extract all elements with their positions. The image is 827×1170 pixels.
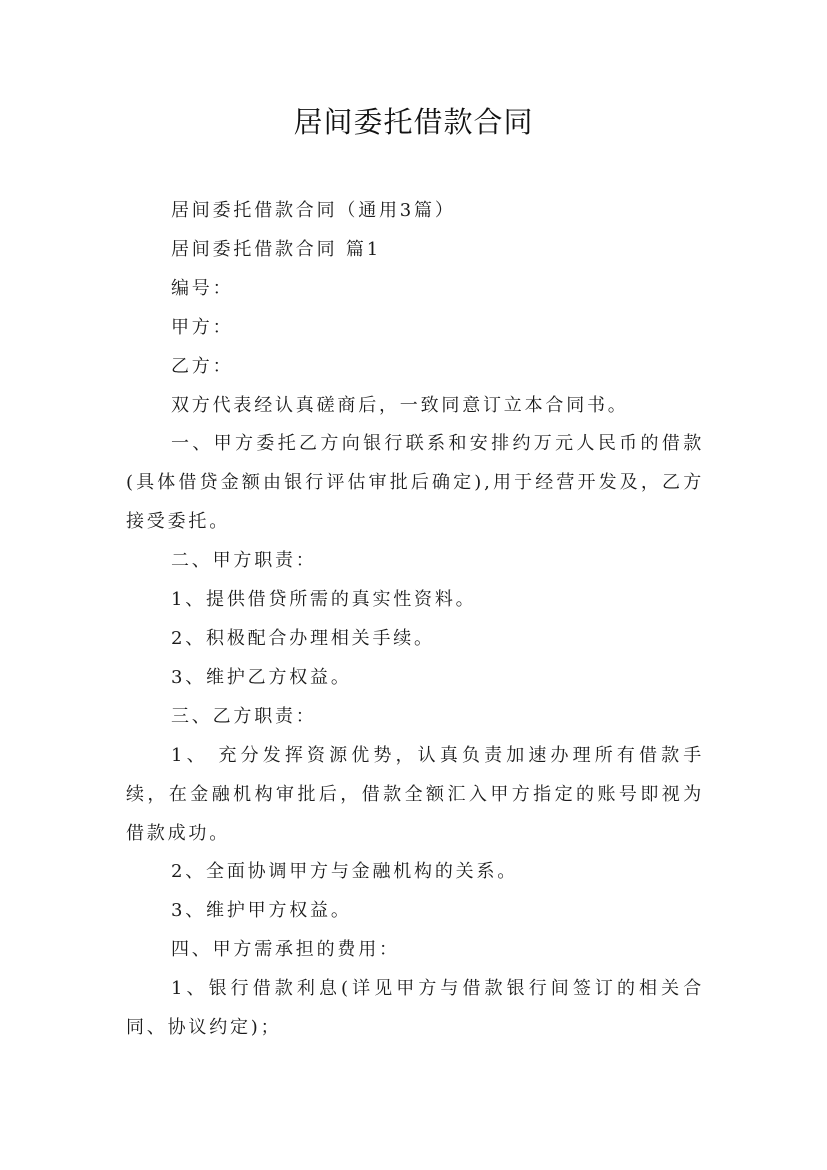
paragraph-clause-2-item-3: 3、维护乙方权益。 — [171, 666, 352, 688]
paragraph-clause-3-heading: 三、乙方职责： — [171, 705, 317, 727]
paragraph-party-b: 乙方： — [171, 355, 234, 377]
paragraph-subtitle: 居间委托借款合同（通用3篇） — [171, 200, 456, 221]
paragraph-clause-2-item-1: 1、提供借贷所需的真实性资料。 — [171, 589, 477, 611]
paragraph-number-field: 编号： — [171, 277, 234, 299]
paragraph-section-heading: 居间委托借款合同 篇1 — [171, 238, 381, 260]
paragraph-party-a: 甲方： — [171, 316, 234, 338]
document-title: 居间委托借款合同 — [293, 105, 534, 139]
paragraph-clause-3-item-2: 2、全面协调甲方与金融机构的关系。 — [171, 861, 519, 883]
paragraph-clause-3-item-1: 1、 充分发挥资源优势，认真负责加速办理所有借款手续，在金融机构审批后，借款全额汇入甲方指定的账号即视为借款成功。 — [126, 744, 704, 844]
paragraph-clause-4-heading: 四、甲方需承担的费用： — [171, 939, 400, 961]
paragraph-clause-4-item-1: 1、银行借款利息(详见甲方与借款银行间签订的相关合同、协议约定)； — [126, 978, 704, 1039]
paragraph-clause-3-item-3: 3、维护甲方权益。 — [171, 900, 352, 922]
document-body — [126, 192, 704, 1048]
paragraph-clause-2-item-2: 2、积极配合办理相关手续。 — [171, 627, 435, 649]
paragraph-clause-1: 一、甲方委托乙方向银行联系和安排约万元人民币的借款(具体借贷金额由银行评估审批后确定),用于经营开发及，乙方接受委托。 — [126, 433, 704, 533]
paragraph-clause-2-heading: 二、甲方职责： — [171, 550, 317, 572]
paragraph-preamble: 双方代表经认真磋商后，一致同意订立本合同书。 — [171, 394, 629, 416]
